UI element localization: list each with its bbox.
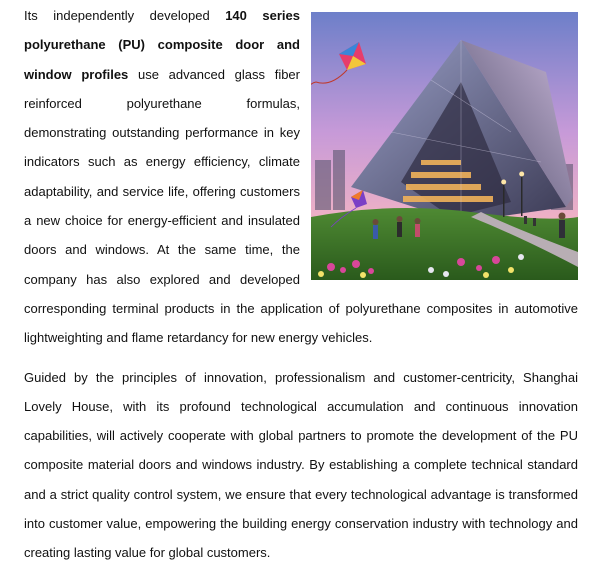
paragraph-1-lead: Its independently developed: [24, 8, 210, 23]
document-page: [24, 0, 578, 568]
product-highlight: 140 series polyurethane (PU) composite door and window profiles: [24, 8, 300, 82]
building-photo: [311, 12, 578, 280]
paragraph-2: Guided by the principles of innovation, professionalism and customer-centricity, Shanghai Lovely House, with its profound technological accumulation and continuous innovation capabilities, will actively cooperate with global partners to promote the development of the PU composite material doors and windows industry. By establishing a complete technical standard and a strict quality control system, we ensure that every technological advantage is transformed into customer value, empowering the building energy conservation industry with technology and creating lasting value for global customers.: [24, 369, 578, 561]
paragraph-1-body: use advanced glass fiber reinforced polyurethane formulas, demonstrating outstanding performance in key indicators such as energy efficiency, climate adaptability, and service life, offering customers a new choice for energy-efficient and insulated doors and windows. At the same time, the company has also explored and developed corresponding terminal products in the application of polyurethane composites in automotive lightweighting and flame retardancy for new energy vehicles.: [24, 66, 578, 346]
building-illustration: [311, 12, 578, 280]
